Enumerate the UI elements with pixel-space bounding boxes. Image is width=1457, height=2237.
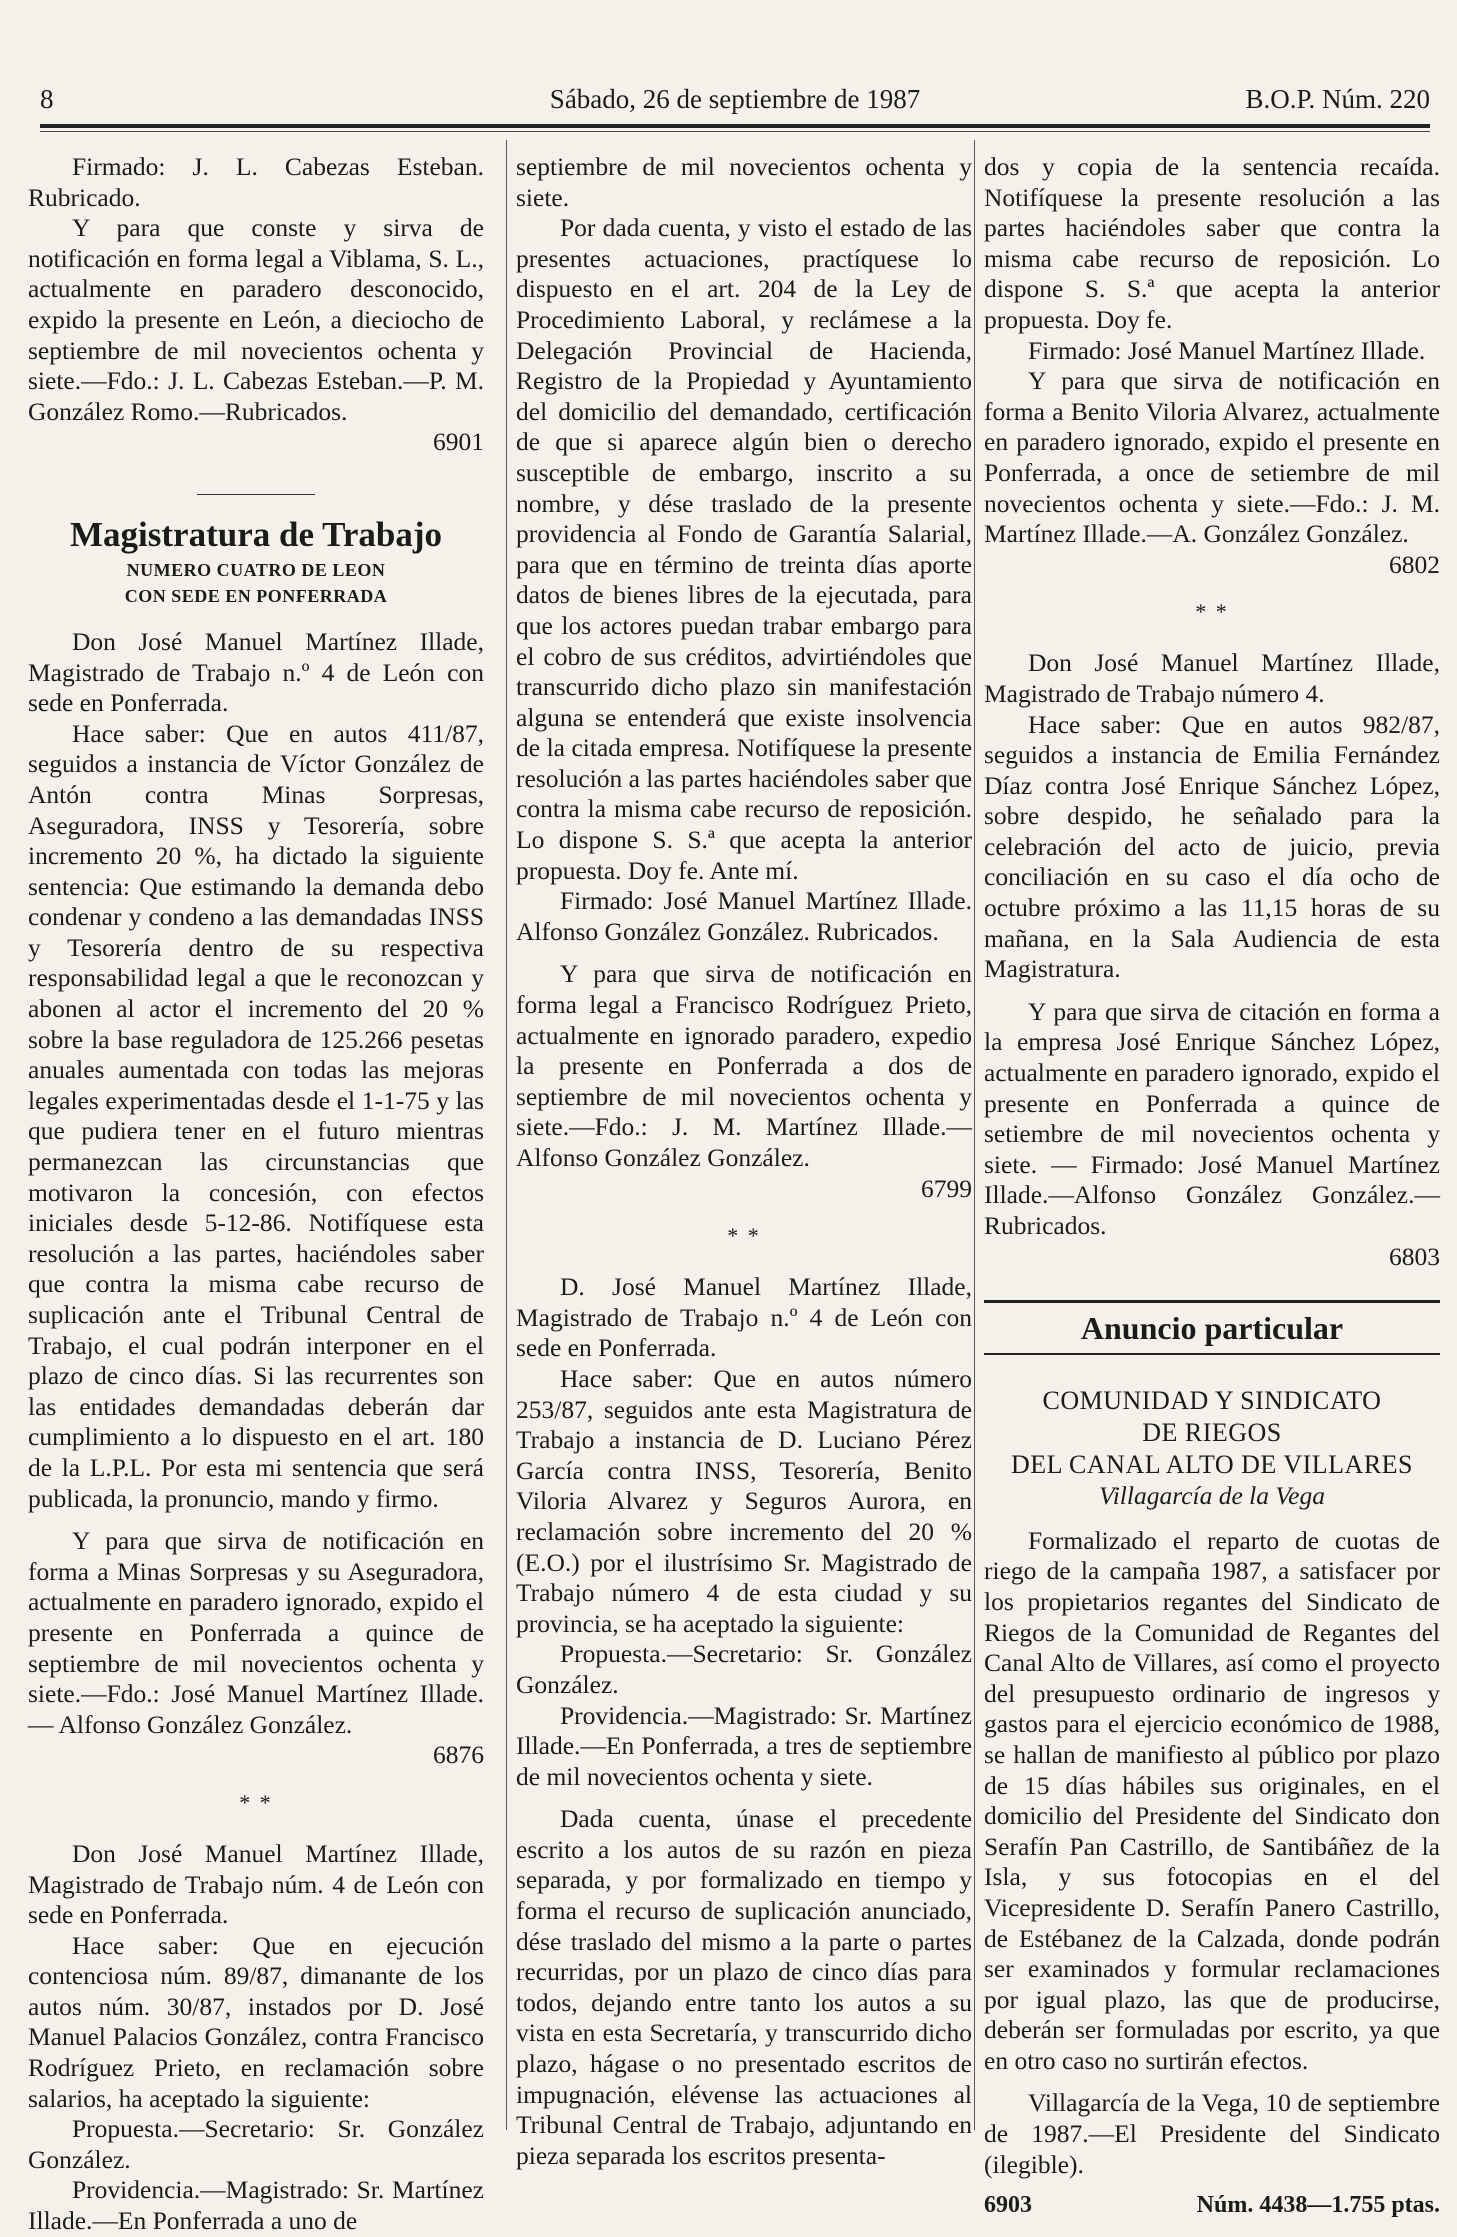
section-subtitle: CON SEDE EN PONFERRADA <box>124 585 388 606</box>
announcement-footer <box>984 2190 1440 2221</box>
entity-name: DEL CANAL ALTO DE VILLARES <box>1010 1450 1414 1480</box>
paragraph: Hace saber: Que en ejecución contenciosa núm. 89/87, dimanante de los autos núm. 30/87, instados por D. José Manuel Palacios González, contra Francisco Rodríguez Prieto, en reclamación sobre salarios, ha aceptado la siguiente: <box>28 1930 484 2113</box>
paragraph: Hace saber: Que en autos número 253/87, seguidos ante esta Magistratura de Trabajo a instancia de D. Luciano Pérez García contra INSS, Tesorería, Benito Viloria Alvarez y Seguros Aurora, en reclamación sobre incremento del 20 % (E.O.) por el ilustrísimo Sr. Magistrado de Trabajo número 4 de esta ciudad y su provincia, se ha aceptado la siguiente: <box>516 1363 972 1638</box>
page-number: 8 <box>40 84 54 114</box>
header-date: Sábado, 26 de septiembre de 1987 <box>549 84 921 114</box>
paragraph: Y para que sirva de notificación en forma legal a Francisco Rodríguez Prieto, actualmente en ignorado paradero, expedio la presente en Ponferrada a dos de septiembre de mil novecientos ochenta y siete.—Fdo.: J. M. Martínez Illade.—Alfonso González González. <box>516 959 972 1172</box>
paragraph: Providencia.—Magistrado: Sr. Martínez Illade.—En Ponferrada, a tres de septiembre de mil novecientos ochenta y siete. <box>516 1700 972 1791</box>
place-name: Villagarcía de la Vega <box>1099 1481 1325 1511</box>
paragraph: Y para que sirva de citación en forma a la empresa José Enrique Sánchez López, actualmente en paradero ignorado, expido el presente en Ponferrada a quince de setiembre de mil novecientos ochenta y siete. — Firmado: José Manuel Martínez Illade.—Alfonso González González.—Rubricados. <box>984 996 1440 1240</box>
announcement-number: 6876 <box>433 1740 484 1770</box>
paragraph: Hace saber: Que en autos 982/87, seguidos a instancia de Emilia Fernández Díaz contra José Enrique Sánchez López, sobre despido, he señalado para la celebración del acto de juicio, previa conciliación en su caso el día ocho de octubre próximo a las 11,15 horas de su mañana, en la Sala Audiencia de esta Magistratura. <box>984 709 1440 984</box>
paragraph: Firmado: José Manuel Martínez Illade. Alfonso González González. Rubricados. <box>516 886 972 946</box>
paragraph: Don José Manuel Martínez Illade, Magistrado de Trabajo número 4. <box>984 648 1440 708</box>
paragraph: Dada cuenta, únase el precedente escrito a los autos de su razón en pieza separada, y por formalizado en tiempo y forma el recurso de suplicación anunciado, dése traslado del mismo a la parte o partes recurridas, por un plazo de cinco días para todos, dejando entre tanto los autos a su vista en esta Secretaría, y transcurrido dicho plazo, hágase o no presentado escritos de impugnación, elévense las actuaciones al Tribunal Central de Trabajo, adjuntando en pieza separada los escritos presenta- <box>516 1804 972 2170</box>
separator-rule <box>197 494 315 495</box>
paragraph: Propuesta.—Secretario: Sr. González González. <box>28 2114 484 2174</box>
paragraph: Firmado: José Manuel Martínez Illade. <box>1028 335 1426 365</box>
announcement-number: 6803 <box>1389 1241 1440 1271</box>
section-rule-bottom <box>984 1353 1440 1355</box>
asterism: * * <box>239 1789 273 1815</box>
section-subtitle: NUMERO CUATRO DE LEON <box>126 559 386 580</box>
bulletin-number: B.O.P. Núm. 220 <box>1245 84 1430 114</box>
section-rule-top <box>984 1300 1440 1303</box>
paragraph: Y para que conste y sirva de notificación en forma legal a Viblama, S. L., actualmente en paradero desconocido, expido la presente en León, a dieciocho de septiembre de mil novecientos ochenta y siete.—Fdo.: J. L. Cabezas Esteban.—P. M. González Romo.—Rubricados. <box>28 213 484 426</box>
paragraph: Por dada cuenta, y visto el estado de las presentes actuaciones, practíquese lo dispuesto en el art. 204 de la Ley de Procedimiento Laboral, y reclámese a la Delegación Provincial de Hacienda, Registro de la Propiedad y Ayuntamiento del domicilio del demandado, certificación de que si aparece algún bien o derecho susceptible de embargo, inscrito a su nombre, y dése traslado de la presente providencia al Fondo de Garantía Salarial, para que en término de treinta días aporte datos de bienes libres de la ejecutada, para que los actores puedan trabar embargo para el cobro de sus créditos, advirtiéndoles que transcurrido dicho plazo sin manifestación alguna se entenderá que existe insolvencia de la citada empresa. Notifíquese la presente resolución a las partes haciéndoles saber que contra la misma cabe recurso de reposición. Lo dispone S. S.ª que acepta la anterior propuesta. Doy fe. Ante mí. <box>516 213 972 885</box>
paragraph: septiembre de mil novecientos ochenta y siete. <box>516 152 972 212</box>
paragraph: Villagarcía de la Vega, 10 de septiembre de 1987.—El Presidente del Sindicato (ilegible). <box>984 2088 1440 2179</box>
paragraph: Formalizado el reparto de cuotas de riego de la campaña 1987, a satisfacer por los propietarios regantes del Sindicato de Riegos de la Comunidad de Regantes del Canal Alto de Villares, así como el proyecto del presupuesto ordinario de ingresos y gastos para el ejercicio económico de 1988, se hallan de manifiesto al público por plazo de 15 días hábiles sus originales, en el domicilio del Presidente del Sindicato don Serafín Pan Castrillo, de Santibáñez de la Isla, y sus fotocopias en el del Vicepresidente D. Serafín Panero Castrillo, de Estébanez de la Calzada, donde podrán ser examinados y formular reclamaciones por igual plazo, las que de producirse, deberán ser formuladas por escrito, ya que en otro caso no surtirán efectos. <box>984 1525 1440 2075</box>
paragraph: Providencia.—Magistrado: Sr. Martínez Illade.—En Ponferrada a uno de <box>28 2175 484 2236</box>
paragraph: Hace saber: Que en autos 411/87, seguidos a instancia de Víctor González de Antón contra Minas Sorpresas, Aseguradora, INSS y Tesorería, sobre incremento 20 %, ha dictado la siguiente sentencia: Que estimando la demanda debo condenar y condeno a las demandadas INSS y Tesorería dentro de su respectiva responsabilidad legal a que le reconozcan y abonen al actor el incremento del 20 % sobre la base reguladora de 125.266 pesetas anuales aumentada con todas las mejoras legales experimentadas desde el 1-1-75 y las que pudiera tener en el futuro mientras permanezcan las circunstancias que motivaron la concesión, con efectos iniciales desde 5-12-86. Notifíquese esta resolución a las partes, haciéndoles saber que contra la misma cabe recurso de suplicación ante el Tribunal Central de Trabajo, el cual podrán interponer en el plazo de cinco días. Si las recurrentes son las entidades demandadas deberán dar cumplimiento a lo dispuesto en el art. 180 de la L.P.L. Por esta mi sentencia que será publicada, la pronuncio, mando y firmo. <box>28 718 484 1513</box>
paragraph: Firmado: J. L. Cabezas Esteban. Rubricado. <box>28 152 484 212</box>
paragraph: Don José Manuel Martínez Illade, Magistrado de Trabajo núm. 4 de León con sede en Ponferrada. <box>28 1838 484 1930</box>
asterism: * * <box>727 1223 761 1249</box>
entity-name: COMUNIDAD Y SINDICATO <box>1042 1386 1382 1416</box>
column-divider-1 <box>506 140 507 2130</box>
announcement-number: 6901 <box>433 427 484 457</box>
column-1 <box>28 152 484 2236</box>
announcement-fee: Núm. 4438—1.755 ptas. <box>1196 2192 1440 2219</box>
paragraph: Y para que sirva de notificación en forma a Minas Sorpresas y su Aseguradora, actualmente en paradero ignorado, expido el presente en Ponferrada a quince de septiembre de mil novecientos ochenta y siete.—Fdo.: José Manuel Martínez Illade. — Alfonso González González. <box>28 1526 484 1739</box>
section-title: Magistratura de Trabajo <box>70 514 442 554</box>
asterism: * * <box>1195 599 1229 625</box>
paragraph: Don José Manuel Martínez Illade, Magistrado de Trabajo n.º 4 de León con sede en Ponferrada. <box>28 626 484 718</box>
paragraph: Propuesta.—Secretario: Sr. González González. <box>516 1639 972 1699</box>
announcement-number: 6903 <box>984 2192 1032 2219</box>
column-divider-2 <box>974 140 975 2130</box>
paragraph: Y para que sirva de notificación en forma a Benito Viloria Alvarez, actualmente en paradero ignorado, expido el presente en Ponferrada, a once de setiembre de mil novecientos ochenta y siete.—Fdo.: J. M. Martínez Illade.—A. González González. <box>984 366 1440 549</box>
column-3 <box>984 152 1440 2219</box>
header-rule-thin <box>40 131 1430 132</box>
paragraph: D. José Manuel Martínez Illade, Magistrado de Trabajo n.º 4 de León con sede en Ponferrada. <box>516 1272 972 1363</box>
paragraph: dos y copia de la sentencia recaída. Notifíquese la presente resolución a las partes haciéndoles saber que contra la misma cabe recurso de reposición. Lo dispone S. S.ª que acepta la anterior propuesta. Doy fe. <box>984 152 1440 334</box>
header-rule-thick <box>40 124 1430 128</box>
entity-name: DE RIEGOS <box>1142 1418 1282 1448</box>
announcement-number: 6799 <box>921 1173 972 1203</box>
column-2 <box>516 152 972 2170</box>
announcement-number: 6802 <box>1389 549 1440 579</box>
page-header <box>40 84 1430 128</box>
section-title: Anuncio particular <box>1080 1310 1344 1347</box>
